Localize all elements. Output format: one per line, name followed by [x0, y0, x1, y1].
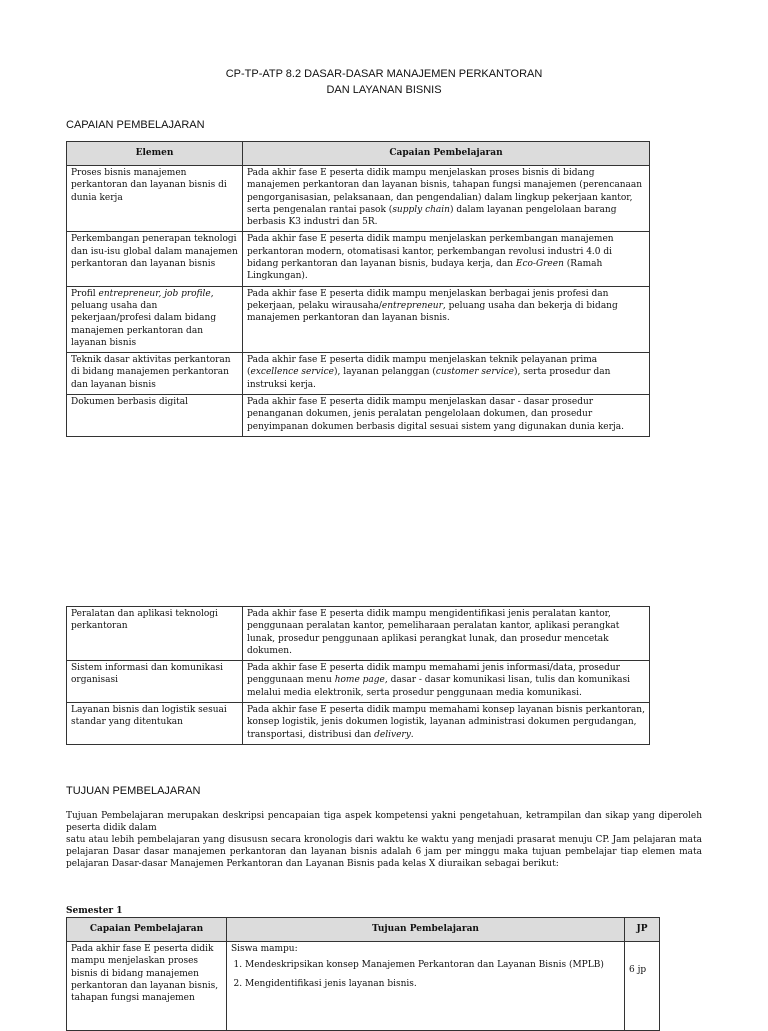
capaian-italic-term: delivery [374, 729, 411, 740]
capaian-cell [243, 661, 650, 703]
capaian-italic-term: Eco-Green [515, 259, 564, 270]
capaian-italic-term: customer service [435, 367, 514, 378]
semester-table [66, 917, 660, 1031]
table-row [67, 661, 650, 703]
capaian-text: ) dalam layanan pengelolaan barang berbasis K3 industri dan 5R. [247, 204, 617, 228]
semester-tp-cell [227, 942, 625, 1031]
capaian-italic-term: home page [334, 675, 385, 686]
capaian-text: ), layanan pelanggan ( [333, 367, 436, 378]
column-header-elemen: Elemen [67, 142, 243, 166]
capaian-cell [243, 703, 650, 745]
column-header-tp: Tujuan Pembelajaran [227, 918, 625, 942]
capaian-text: , peluang usaha dan bekerja di bidang manajemen perkantoran dan layanan bisnis. [247, 300, 618, 324]
table-row [67, 703, 650, 745]
capaian-text: (Ramah Lingkungan). [247, 259, 603, 282]
capaian-cell [243, 166, 650, 232]
column-header-jp: JP [625, 918, 660, 942]
column-header-cp: Capaian Pembelajaran [67, 918, 227, 942]
semester-cp-cell: Pada akhir fase E peserta didik mampu menjelaskan proses bisnis di bidang manajemen perkantoran dan layanan bisnis, tahapan fungsi manajemen [67, 942, 227, 1031]
tujuan-paragraph-1: Tujuan Pembelajaran merupakan deskripsi pencapaian tiga aspek kompetensi yakni pengetahuan, ketrampilan dan sikap yang diperoleh peserta didik dalam [66, 811, 702, 833]
tujuan-paragraph-2: satu atau lebih pembelajaran yang disususn secara kronologis dari waktu ke waktu yang menjadi prasarat menuju CP. Jam pelajaran mata pelajaran Dasar dasar manajemen perkantoran dan layanan bisnis adalah 6 jam per minggu maka tujuan pembelajar tiap elemen mata pelajaran Dasar-dasar Manajemen Perkantoran dan Layanan Bisnis pada kelas X diuraikan sebagai berikut: [66, 835, 702, 869]
elemen-cell: Layanan bisnis dan logistik sesuai standar yang ditentukan [67, 703, 243, 745]
semester-table-header [67, 918, 660, 942]
elemen-text: Profil [71, 288, 99, 299]
capaian-cell [243, 232, 650, 286]
tp-list [231, 959, 620, 990]
semester-table-row [67, 942, 660, 1031]
elemen-cell: Peralatan dan aplikasi teknologi perkantoran [67, 607, 243, 661]
column-header-capaian: Capaian Pembelajaran [243, 142, 650, 166]
elemen-text: , peluang usaha dan pekerjaan/profesi dalam bidang manajemen perkantoran dan layanan bisnis [71, 288, 217, 348]
capaian-table-body [67, 166, 650, 437]
elemen-italic-term: entrepreneur, job profile [98, 288, 211, 299]
tp-item: 1. Mendeskripsikan konsep Manajemen Perkantoran dan Layanan Bisnis (MPLB) [245, 959, 620, 971]
capaian-text: Pada akhir fase E peserta didik mampu mengidentifikasi jenis peralatan kantor, penggunaan peralatan kantor, pemeliharaan peralatan kantor, aplikasi perangkat lunak, prosedur penggunaan aplikasi perangkat lunak, dan prosedur mencetak dokumen. [247, 609, 620, 656]
table-row [67, 166, 650, 232]
elemen-cell: Perkembangan penerapan teknologi dan isu-isu global dalam manajemen perkantoran dan layanan bisnis [67, 232, 243, 286]
semester-jp-cell: 6 jp [625, 942, 660, 1031]
capaian-table-continued [66, 606, 650, 745]
title-line-2: DAN LAYANAN BISNIS [326, 84, 442, 96]
tp-intro: Siswa mampu: [231, 944, 298, 954]
capaian-text: Pada akhir fase E peserta didik mampu memahami konsep layanan bisnis perkantoran, konsep logistik, jenis dokumen logistik, layanan administrasi dokumen pergudangan, transportasi, distribusi dan [247, 705, 645, 740]
capaian-cell [243, 286, 650, 352]
capaian-text: Pada akhir fase E peserta didik mampu menjelaskan berbagai jenis profesi dan pekerjaan, pelaku wirausaha/ [247, 288, 609, 311]
capaian-table-header [67, 142, 650, 166]
capaian-text: Pada akhir fase E peserta didik mampu menjelaskan perkembangan manajemen perkantoran modern, otomatisasi kantor, perkembangan revolusi industri 4.0 di bidang perkantoran dan layanan bisnis, budaya kerja, dan [247, 234, 614, 270]
elemen-cell: Proses bisnis manajemen perkantoran dan layanan bisnis di dunia kerja [67, 166, 243, 232]
tujuan-heading: TUJUAN PEMBELAJARAN [66, 785, 201, 797]
elemen-cell: Teknik dasar aktivitas perkantoran di bidang manajemen perkantoran dan layanan bisnis [67, 353, 243, 395]
semester-label: Semester 1 [66, 906, 123, 916]
capaian-cell [243, 607, 650, 661]
capaian-text: Pada akhir fase E peserta didik mampu menjelaskan proses bisnis di bidang manajemen perkantoran dan layanan bisnis, tahapan fungsi manajemen (perencanaan pengorganisasian, pelaksanaan, dan pengendalian) dalam lingkup pekerjaan kantor, serta pengenalan rantai pasok ( [247, 168, 643, 215]
capaian-cell [243, 395, 650, 437]
capaian-italic-term: excellence service [250, 367, 334, 378]
tp-item: 2. Mengidentifikasi jenis layanan bisnis. [245, 978, 620, 990]
table-row [67, 353, 650, 395]
document-title [0, 66, 768, 98]
capaian-italic-term: entrepreneur [381, 300, 443, 311]
capaian-text: Pada akhir fase E peserta didik mampu menjelaskan teknik pelayanan prima ( [247, 355, 598, 378]
capaian-table [66, 141, 650, 437]
elemen-cell: Dokumen berbasis digital [67, 395, 243, 437]
capaian-cell [243, 353, 650, 395]
capaian-text: Pada akhir fase E peserta didik mampu memahami jenis informasi/data, prosedur penggunaan menu [247, 663, 620, 686]
capaian-table-continued-body [67, 607, 650, 745]
capaian-text: ), serta prosedur dan instruksi kerja. [247, 367, 611, 390]
capaian-italic-term: supply chain [392, 204, 450, 215]
table-row [67, 232, 650, 286]
table-row [67, 395, 650, 437]
capaian-text: Pada akhir fase E peserta didik mampu menjelaskan dasar - dasar prosedur penanganan dokumen, jenis peralatan pengelolaan dokumen, dan prosedur penyimpanan dokumen berbasis digital sesuai sistem yang digunakan dunia kerja. [247, 397, 624, 432]
elemen-cell: Sistem informasi dan komunikasi organisasi [67, 661, 243, 703]
capaian-text: . [410, 729, 414, 740]
table-row [67, 286, 650, 352]
elemen-cell [67, 286, 243, 352]
table-row [67, 607, 650, 661]
capaian-text: , dasar - dasar komunikasi lisan, tulis dan komunikasi melalui media elektronik, serta prosedur penggunaan media komunikasi. [247, 675, 630, 698]
title-line-1: CP-TP-ATP 8.2 DASAR-DASAR MANAJEMEN PERKANTORAN [225, 68, 543, 80]
capaian-heading: CAPAIAN PEMBELAJARAN [66, 119, 205, 131]
